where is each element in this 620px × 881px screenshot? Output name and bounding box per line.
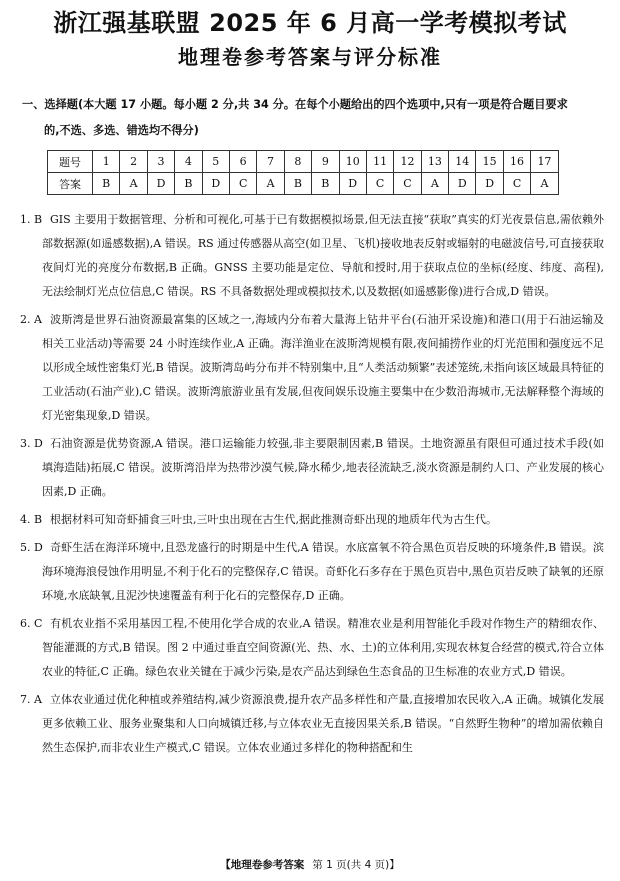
item-text: 奇虾生活在海洋环境中,且恐龙盛行的时期是中生代,A 错误。水底富氧不符合黑色页岩反映的环境条件,B 错误。滨海环境海浪侵蚀作用明显,不利于化石的完整保存,C 错误。奇虾化石多存在于黑色页岩中,黑色页岩反映了缺氧的还原环境,水底缺氧,且泥沙快速覆盖有利于化石的完整保存,D 正确。: [42, 541, 604, 602]
item-answer: A: [34, 693, 42, 706]
table-cell-number: 6: [229, 151, 256, 173]
page-title: 浙江强基联盟 2025 年 6 月高一学考模拟考试: [53, 9, 567, 37]
item-text: 立体农业通过优化种植或养殖结构,减少资源浪费,提升农产品多样性和产量,直接增加农民收入,A 正确。城镇化发展更多依赖工业、服务业聚集和人口向城镇迁移,与立体农业无直接因果关系,B 错误。“自然野生物种”的增加需依赖自然生态保护,而非农业生产模式,C 错误。立体农业通过多样化的物种搭配和生: [42, 693, 604, 754]
section-heading-line2: 的,不选、多选、错选均不得分): [44, 124, 199, 137]
table-cell-answer: C: [394, 173, 421, 195]
explanation-item: [20, 688, 604, 760]
table-cell-answer: D: [339, 173, 366, 195]
explanation-item: [20, 536, 604, 608]
explanation-item: [20, 508, 604, 532]
table-cell-number: 8: [284, 151, 311, 173]
item-number: 5.: [20, 541, 31, 554]
item-answer: D: [34, 437, 43, 450]
item-text: 有机农业指不采用基因工程,不使用化学合成的农业,A 错误。精准农业是利用智能化手段对作物生产的精细农作、智能灌溉的方式,B 错误。图 2 中通过垂直空间资源(光、热、水、土)的立体利用,实现农林复合经营的模式,符合立体农业的特征,C 正确。绿色农业关键在于减少污染,是农产品达到绿色生态食品的卫生标准的农业方式,D 错误。: [42, 617, 604, 678]
answer-table-number-row: [48, 151, 559, 173]
table-header-number: 题号: [48, 151, 93, 173]
item-number: 4.: [20, 513, 31, 526]
table-cell-answer: B: [93, 173, 120, 195]
page-subtitle: 地理卷参考答案与评分标准: [178, 45, 442, 69]
table-cell-number: 2: [120, 151, 147, 173]
answer-table: [47, 150, 559, 195]
table-cell-answer: B: [284, 173, 311, 195]
table-cell-answer: D: [476, 173, 503, 195]
table-cell-number: 12: [394, 151, 421, 173]
item-text: 石油资源是优势资源,A 错误。港口运输能力较强,非主要限制因素,B 错误。土地资源虽有限但可通过技术手段(如填海造陆)拓展,C 错误。波斯湾沿岸为热带沙漠气候,降水稀少,地表径流缺乏,淡水资源是制约人口、产业发展的核心因素,D 正确。: [42, 437, 604, 498]
page-footer: [0, 857, 620, 872]
table-cell-number: 15: [476, 151, 503, 173]
item-number: 1.: [20, 213, 31, 226]
table-cell-number: 11: [366, 151, 393, 173]
table-cell-answer: D: [202, 173, 229, 195]
table-cell-number: 7: [257, 151, 284, 173]
table-cell-number: 9: [312, 151, 339, 173]
explanation-list: [20, 208, 604, 764]
section-heading-line1: 一、选择题(本大题 17 小题。每小题 2 分,共 34 分。在每个小题给出的四个选项中,只有一项是符合题目要求: [22, 98, 568, 111]
table-cell-number: 1: [93, 151, 120, 173]
footer-page-number: 第 1 页(共 4 页)】: [312, 859, 400, 871]
table-cell-number: 14: [449, 151, 476, 173]
table-cell-answer: D: [449, 173, 476, 195]
table-cell-answer: C: [503, 173, 530, 195]
table-cell-number: 3: [147, 151, 174, 173]
table-header-answer: 答案: [48, 173, 93, 195]
table-cell-answer: A: [257, 173, 284, 195]
table-cell-answer: A: [421, 173, 448, 195]
item-answer: B: [34, 513, 43, 526]
table-cell-answer: B: [312, 173, 339, 195]
explanation-item: [20, 432, 604, 504]
item-answer: B: [34, 213, 43, 226]
footer-label: 【地理卷参考答案: [220, 859, 305, 871]
explanation-item: [20, 612, 604, 684]
item-number: 7.: [20, 693, 31, 706]
table-cell-answer: B: [175, 173, 202, 195]
item-number: 3.: [20, 437, 31, 450]
table-cell-answer: A: [531, 173, 558, 195]
table-cell-number: 13: [421, 151, 448, 173]
item-answer: A: [34, 313, 42, 326]
item-number: 6.: [20, 617, 31, 630]
table-cell-number: 4: [175, 151, 202, 173]
item-answer: C: [34, 617, 43, 630]
table-cell-answer: A: [120, 173, 147, 195]
section-heading: [22, 92, 602, 144]
table-cell-answer: D: [147, 173, 174, 195]
table-cell-number: 17: [531, 151, 558, 173]
explanation-item: [20, 208, 604, 304]
item-text: 波斯湾是世界石油资源最富集的区域之一,海域内分布着大量海上钻井平台(石油开采设施)和港口(用于石油运输及相关工业活动)等需要 24 小时连续作业,A 正确。海洋渔业在波斯湾规模有限,夜间捕捞作业的灯光范围和强度远不足以形成全域性密集灯光,B 错误。波斯湾岛屿分布并不特别集中,且“人类活动频繁”表述笼统,未指向该区域最具特征的工业活动(石油产业),C 错误。波斯湾旅游业虽有发展,但夜间娱乐设施主要集中在少数沿海城市,无法解释整个海域的灯光密集现象,D 错误。: [42, 313, 604, 422]
explanation-item: [20, 308, 604, 428]
item-answer: D: [34, 541, 43, 554]
table-cell-answer: C: [366, 173, 393, 195]
item-text: GIS 主要用于数据管理、分析和可视化,可基于已有数据模拟场景,但无法直接“获取”真实的灯光夜景信息,需依赖外部数据源(如遥感数据),A 错误。RS 通过传感器从高空(如卫星、飞机)接收地表反射或辐射的电磁波信号,可直接获取夜间灯光的亮度分布数据,B 正确。GNSS 主要功能是定位、导航和授时,用于获取点位的坐标(经度、纬度、高程),无法绘制灯光点位信息,C 错误。RS 不具备数据处理或模拟技术,以及数据(如遥感影像)进行合成,D 错误。: [42, 213, 604, 298]
table-cell-answer: C: [229, 173, 256, 195]
answer-table-answer-row: [48, 173, 559, 195]
table-cell-number: 10: [339, 151, 366, 173]
table-cell-number: 5: [202, 151, 229, 173]
item-number: 2.: [20, 313, 31, 326]
item-text: 根据材料可知奇虾捕食三叶虫,三叶虫出现在古生代,据此推测奇虾出现的地质年代为古生代。: [50, 513, 497, 526]
table-cell-number: 16: [503, 151, 530, 173]
